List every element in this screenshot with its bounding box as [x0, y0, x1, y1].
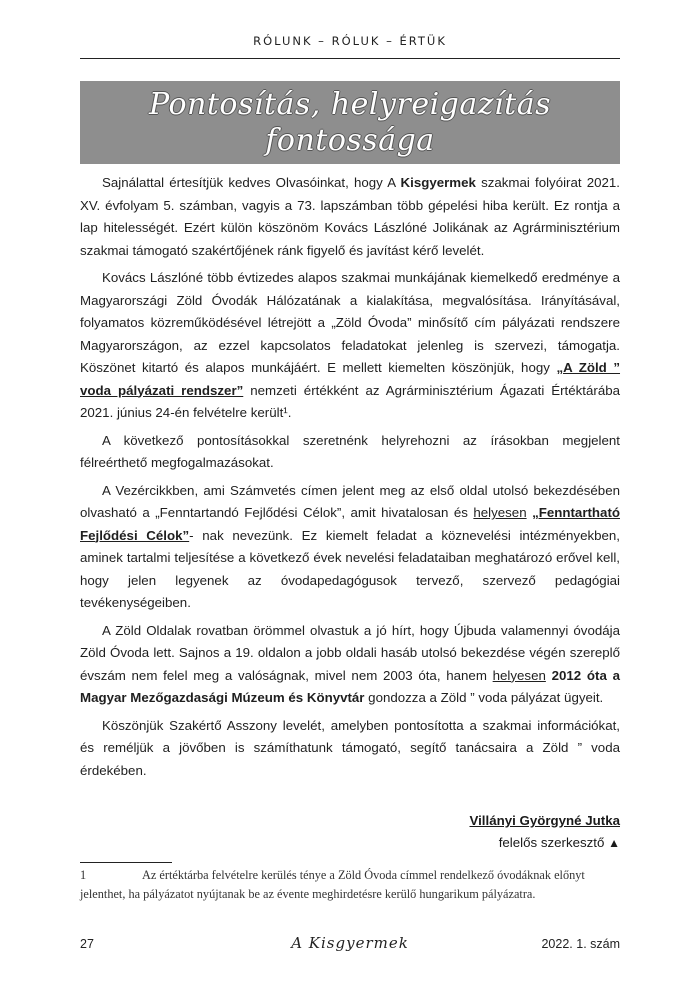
issue-label: 2022. 1. szám	[541, 937, 620, 951]
signature-block	[469, 810, 620, 854]
footnote-divider	[80, 862, 172, 863]
magazine-title: A Kisgyermek	[291, 934, 409, 952]
footnote-text: Az értéktárba felvételre kerülés ténye a Zöld Óvoda címmel rendelkező óvodáknak előnyt jelenthet, ha pályázatot nyújtanak be az évente meghirdetésre kerülő hungarikum pályázatra.	[80, 868, 585, 901]
program-name: „A Zöld ” voda pályázati rendszer”	[80, 360, 621, 398]
paragraph-3: A következő pontosításokkal szeretnénk helyrehozni az írásokban megjelent félreérthető megfogalmazásokat.	[80, 432, 620, 470]
footnote	[80, 866, 620, 903]
article-body	[80, 172, 620, 787]
p2-text-c: nemzeti értékként az Agrárminisztérium Ágazati Értéktárába 2021. június 24-én felvételre került¹.	[80, 382, 620, 420]
footnote-number: 1	[80, 868, 87, 882]
p5-correct-word: helyesen	[492, 667, 546, 683]
paragraph-2	[80, 267, 620, 425]
p2-text-a: Kovács Lászlóné több évtizedes alapos szakmai munkájának kiemelkedő eredménye a Magyarországi Zöld Óvodák Hálózatának a kialakítása, megvalósítása. Irányításával, folyamatos közreműködésével létrejött a „Zöld Óvoda” minősítő cím pályázati rendszere Magyarországon, az ezzel kapcsolatos feladatokat jelenleg is szervezi, támogatja. Köszönet kitartó és alapos munkájáért. E mellett kiemelten köszönjük, hogy	[80, 270, 620, 375]
title-banner	[80, 81, 620, 164]
p4-correct-word: helyesen	[473, 505, 527, 520]
paragraph-1	[80, 172, 620, 262]
header-divider	[80, 58, 620, 59]
p4-text-a: A Vezércikkben, ami Számvetés címen jelent meg az első oldal utolsó bekezdésében olvasható a „Fenntartandó Fejlődési Célok”, amit hivatalosan és	[80, 482, 620, 520]
signature-role-line	[469, 832, 620, 854]
paragraph-4	[80, 480, 620, 615]
signature-role: felelős szerkesztő	[498, 835, 605, 850]
magazine-name: Kisgyermek	[400, 175, 476, 190]
p4-correction: „Fenntartható Fejlődési Célok”	[80, 505, 620, 543]
end-mark-icon: ▲	[608, 836, 620, 850]
p5-text-e: gondozza a Zöld ” voda pályázat ügyeit.	[364, 690, 604, 705]
p5-text-a: A Zöld Oldalak rovatban örömmel olvastuk a jó hírt, hogy Újbuda valamennyi óvodája Zöld Óvoda lett. Sajnos a 19. oldalon a jobb oldali hasáb utolsó bekezdése végén szereplő évszám nem felel meg a valóságnak, mivel nem 2003 óta, hanem	[80, 622, 620, 683]
page-footer	[80, 933, 620, 955]
section-header: RÓLUNK – RÓLUK – ÉRTÜK	[253, 34, 447, 48]
page-number: 27	[80, 937, 94, 951]
signature-name: Villányi Györgyné Jutka	[469, 813, 620, 828]
paragraph-5	[80, 620, 620, 710]
article-title: Pontosítás, helyreigazítás fontossága	[148, 86, 551, 158]
p5-correction: 2012 óta a Magyar Mezőgazdasági Múzeum és Könyvtár	[80, 667, 620, 705]
p1-text-a: Sajnálattal értesítjük kedves Olvasóinkat, hogy A	[102, 175, 401, 190]
p4-text-e: - nak nevezünk. Ez kiemelt feladat a köznevelési intézményekben, aminek tartalmi teljesítése a következő évek nevelési feladataiban meghatározó erővel kell, hogy jelen legyenek az óvodapedagógusok tervező, szervező pedagógiai tevékenységeiben.	[80, 527, 620, 610]
p1-text-c: szakmai folyóirat 2021. XV. évfolyam 5. számban, vagyis a 73. lapszámban több gépelési hiba került. Ez rontja a lap hitelességét. Ezért külön köszönöm Kovács Lászlóné Jolikának az Agrárminisztérium szakmai támogató szakértőjének ránk figyelő és javítást kérő levelét.	[80, 175, 620, 258]
paragraph-6: Köszönjük Szakértő Asszony levelét, amelyben pontosította a szakmai információkat, és reméljük a jövőben is számíthatunk támogató, segítő tanácsaira a Zöld ” voda érdekében.	[80, 717, 620, 778]
